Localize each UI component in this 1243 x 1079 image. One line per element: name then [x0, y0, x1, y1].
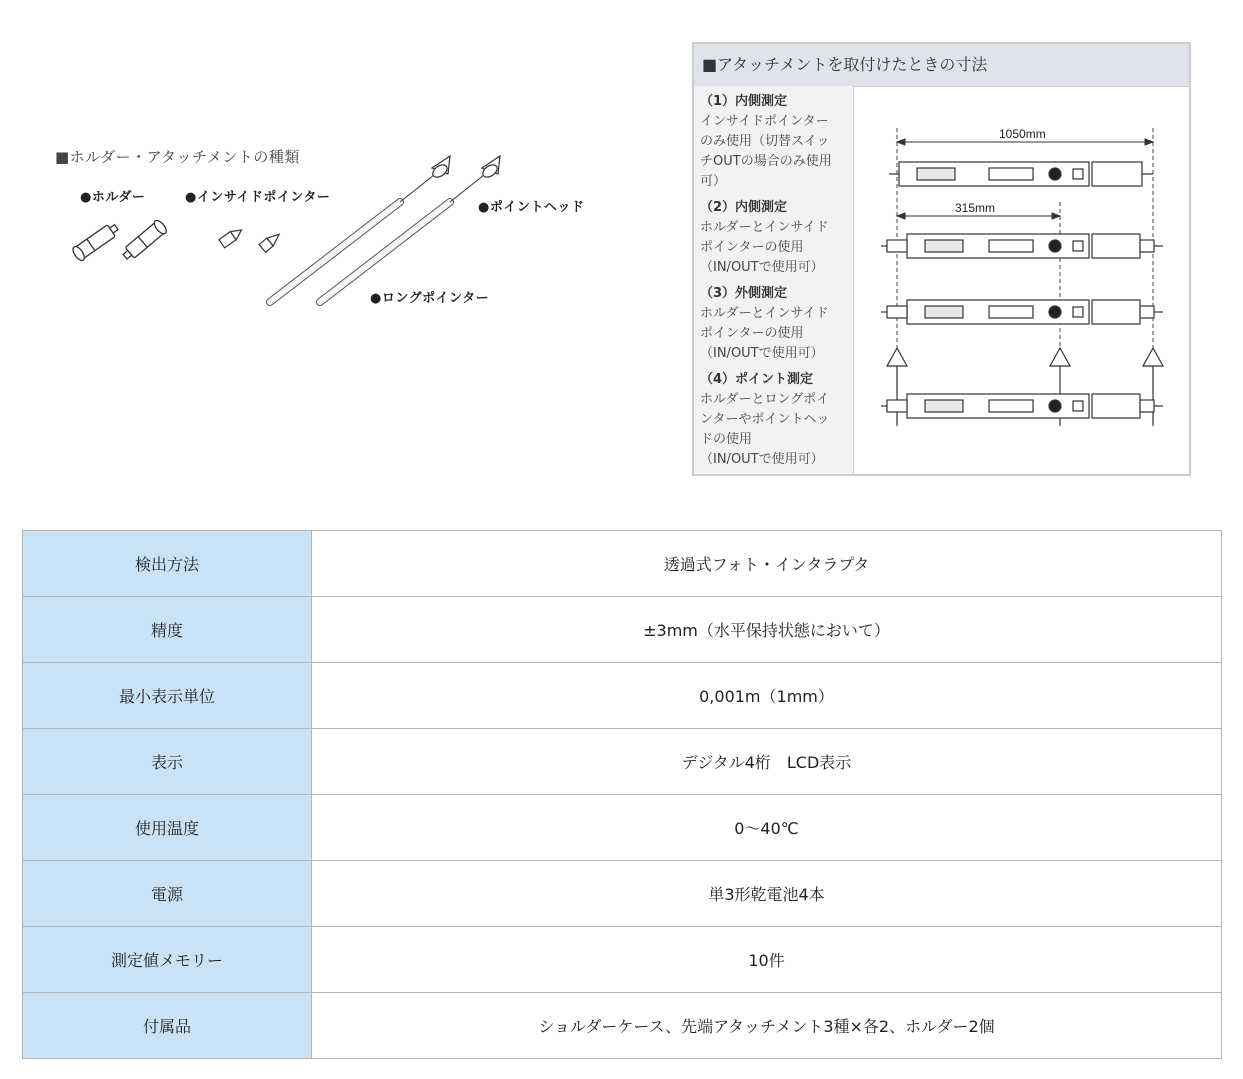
mode-description: ホルダーとインサイド ポインターの使用 （IN/OUTで使用可） — [700, 306, 829, 361]
spec-label: 測定値メモリー — [23, 927, 312, 993]
device-row-3 — [881, 300, 1163, 324]
mode-description: ホルダーとインサイド ポインターの使用 （IN/OUTで使用可） — [700, 220, 829, 275]
device-row-4 — [881, 348, 1163, 426]
spec-value: デジタル4桁 LCD表示 — [312, 729, 1222, 795]
spec-row — [23, 729, 1222, 795]
holder-drawing-2 — [120, 218, 169, 262]
spec-value: 単3形乾電池4本 — [312, 861, 1222, 927]
mode-title: （2）内側測定 — [700, 200, 788, 215]
device-dimension-diagram — [867, 116, 1179, 448]
spec-label: 付属品 — [23, 993, 312, 1059]
spec-row — [23, 795, 1222, 861]
dimension-drawing — [867, 116, 1179, 448]
dimension-1050-label: 1050mm — [999, 127, 1046, 141]
spec-row — [23, 663, 1222, 729]
mode-title: （3）外側測定 — [700, 286, 788, 301]
point-head-label: ●ポイントヘッド — [478, 200, 585, 215]
spec-label: 使用温度 — [23, 795, 312, 861]
spec-value: 0,001m（1mm） — [312, 663, 1222, 729]
attachment-drawings — [50, 140, 610, 340]
spec-value: 透過式フォト・インタラプタ — [312, 531, 1222, 597]
dimension-panel-title: ■アタッチメントを取付けたときの寸法 — [694, 44, 1189, 87]
measurement-modes — [694, 86, 854, 474]
spec-value: 10件 — [312, 927, 1222, 993]
spec-row — [23, 993, 1222, 1059]
attachment-types-figure — [50, 140, 610, 340]
inside-pointer-label: ●インサイドポインター — [185, 190, 331, 205]
spec-row — [23, 927, 1222, 993]
inside-pointer-drawing-1 — [219, 226, 244, 248]
mode-description: ホルダーとロングポイ ンターやポイントヘッ ドの使用 （IN/OUTで使用可） — [700, 392, 830, 467]
spec-label: 検出方法 — [23, 531, 312, 597]
spec-row — [23, 531, 1222, 597]
long-pointer-drawing-2 — [320, 175, 484, 302]
inside-pointer-drawing-2 — [259, 230, 282, 252]
attachment-types-title: ■ホルダー・アタッチメントの種類 — [55, 148, 300, 166]
device-row-2 — [881, 234, 1163, 258]
point-head-drawing-2 — [481, 156, 500, 180]
dimension-315-label: 315mm — [955, 201, 996, 215]
spec-row — [23, 597, 1222, 663]
mode-title: （4）ポイント測定 — [700, 372, 814, 387]
spec-label: 電源 — [23, 861, 312, 927]
mode-item — [700, 284, 847, 364]
mode-description: インサイドポインター のみ使用（切替スイッ チOUTの場合のみ使用 可） — [700, 114, 832, 189]
mode-title: （1）内側測定 — [700, 94, 788, 109]
spec-label: 精度 — [23, 597, 312, 663]
spec-table — [22, 530, 1222, 1059]
spec-row — [23, 861, 1222, 927]
spec-value: ショルダーケース、先端アタッチメント3種×各2、ホルダー2個 — [312, 993, 1222, 1059]
spec-value: ±3mm（水平保持状態において） — [312, 597, 1222, 663]
spec-value: 0〜40℃ — [312, 795, 1222, 861]
dimension-panel — [692, 42, 1191, 476]
device-row-1 — [889, 162, 1153, 186]
holder-drawing-1 — [71, 221, 121, 263]
mode-item — [700, 92, 847, 192]
mode-item — [700, 198, 847, 278]
holder-label: ●ホルダー — [80, 190, 146, 205]
long-pointer-drawing-1 — [270, 175, 434, 302]
long-pointer-label: ●ロングポインター — [370, 291, 490, 306]
spec-label: 表示 — [23, 729, 312, 795]
spec-label: 最小表示単位 — [23, 663, 312, 729]
mode-item — [700, 370, 847, 470]
point-head-drawing-1 — [431, 156, 450, 180]
